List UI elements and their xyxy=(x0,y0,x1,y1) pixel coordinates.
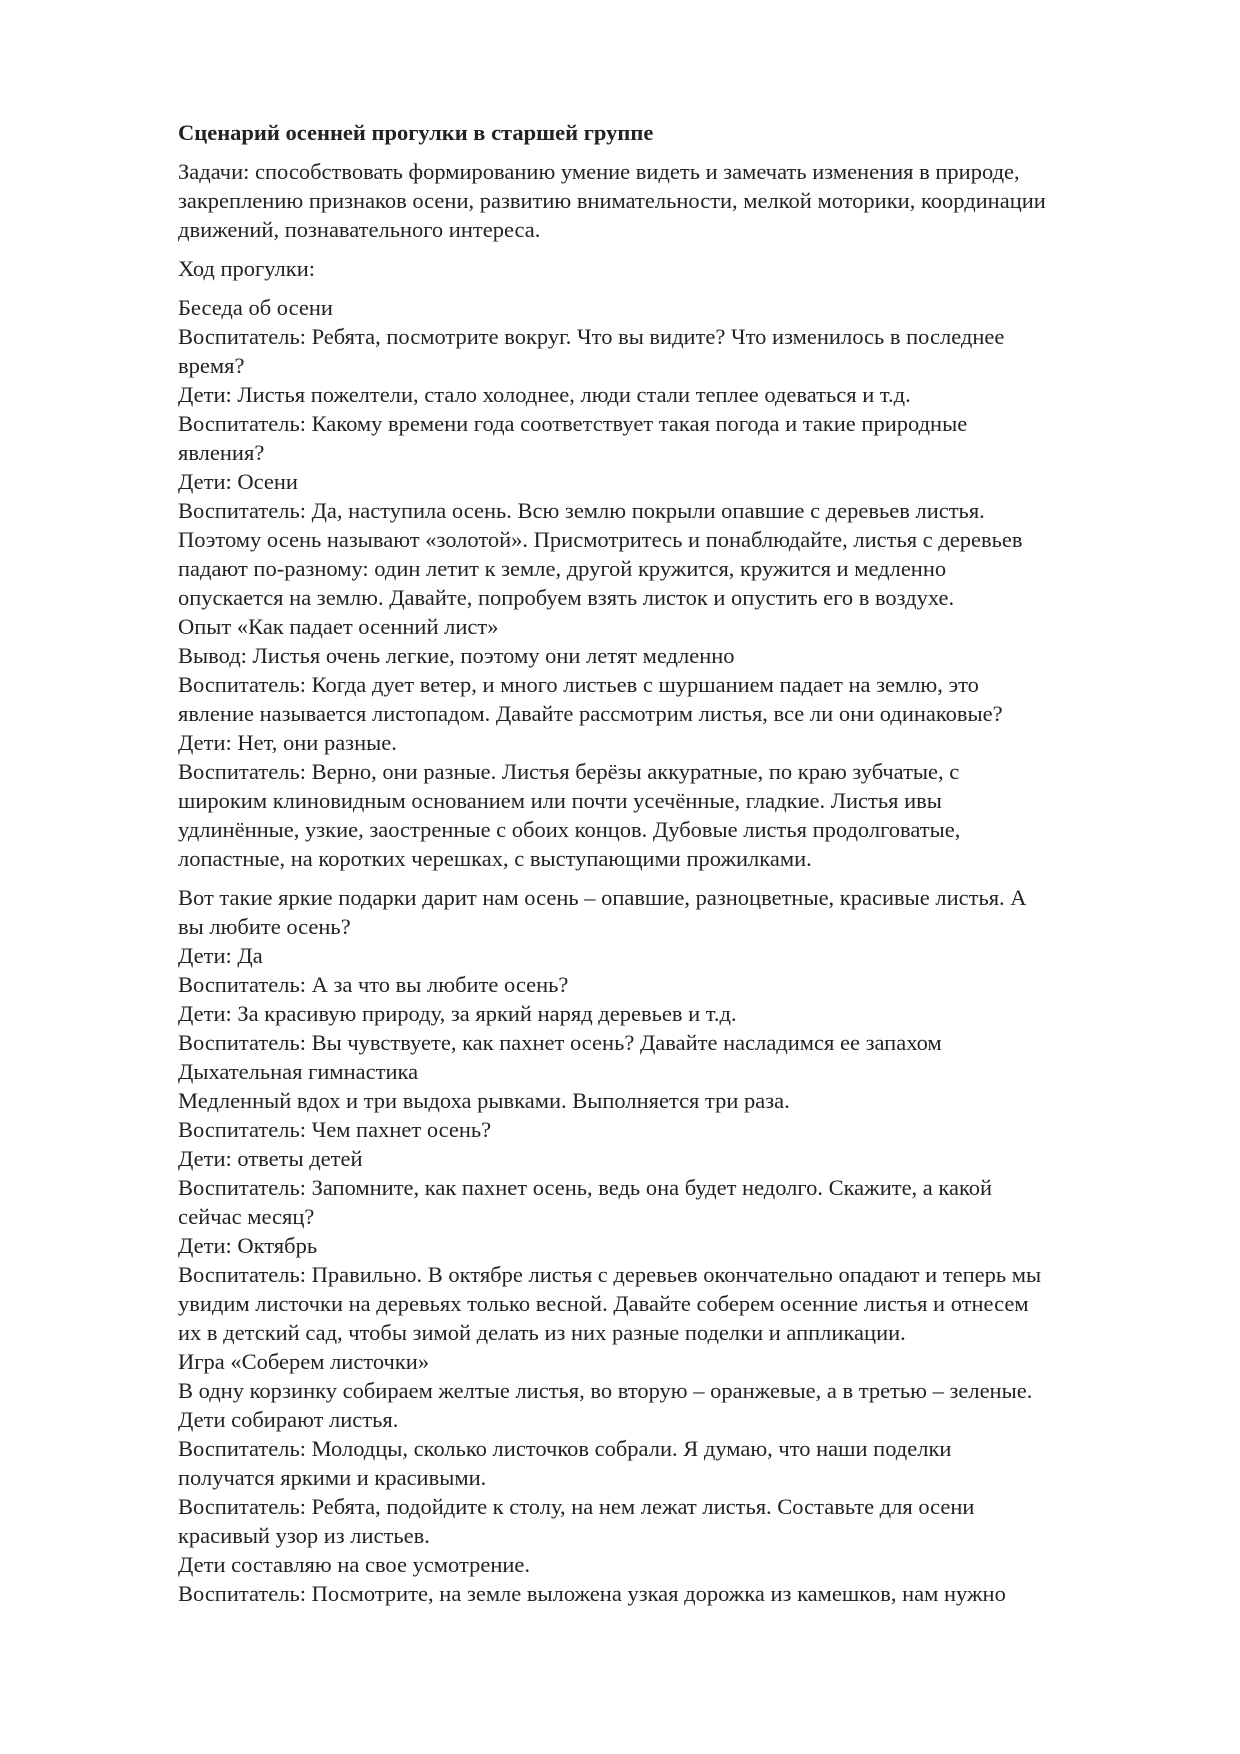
text-line: сейчас месяц? xyxy=(178,1204,315,1229)
text-line: время? xyxy=(178,353,245,378)
text-line: Воспитатель: Да, наступила осень. Всю землю покрыли опавшие с деревьев листья. xyxy=(178,498,985,523)
document-body xyxy=(178,118,1158,1618)
text-line: падают по-разному: один летит к земле, другой кружится, кружится и медленно xyxy=(178,556,947,581)
text-line: вы любите осень? xyxy=(178,914,351,939)
text-line: красивый узор из листьев. xyxy=(178,1523,430,1548)
text-line: Задачи: способствовать формированию умение видеть и замечать изменения в природе, xyxy=(178,159,1020,184)
text-line: явления? xyxy=(178,440,265,465)
text-line: Дыхательная гимнастика xyxy=(178,1059,419,1084)
text-line: Воспитатель: Вы чувствуете, как пахнет осень? Давайте насладимся ее запахом xyxy=(178,1030,942,1055)
text-line: удлинённые, узкие, заостренные с обоих концов. Дубовые листья продолговатые, xyxy=(178,817,961,842)
document-paragraphs xyxy=(178,157,1158,1608)
document-title: Сценарий осенней прогулки в старшей группе xyxy=(178,120,654,145)
text-line: Вывод: Листья очень легкие, поэтому они летят медленно xyxy=(178,643,735,668)
text-line: закреплению признаков осени, развитию внимательности, мелкой моторики, координации xyxy=(178,188,1046,213)
text-line: Воспитатель: Чем пахнет осень? xyxy=(178,1117,492,1142)
text-line: широким клиновидным основанием или почти усечённые, гладкие. Листья ивы xyxy=(178,788,942,813)
text-line: Дети: Да xyxy=(178,943,263,968)
text-line: Воспитатель: Верно, они разные. Листья берёзы аккуратные, по краю зубчатые, с xyxy=(178,759,960,784)
text-line: Дети: Октябрь xyxy=(178,1233,318,1258)
text-line: опускается на землю. Давайте, попробуем взять листок и опустить его в воздухе. xyxy=(178,585,955,610)
text-line: В одну корзинку собираем желтые листья, во вторую – оранжевые, а в третью – зеленые. xyxy=(178,1378,1033,1403)
text-line: Воспитатель: А за что вы любите осень? xyxy=(178,972,569,997)
text-line: Воспитатель: Посмотрите, на земле выложена узкая дорожка из камешков, нам нужно xyxy=(178,1581,1006,1606)
text-line: Воспитатель: Когда дует ветер, и много листьев с шуршанием падает на землю, это xyxy=(178,672,979,697)
text-line: Медленный вдох и три выдоха рывками. Выполняется три раза. xyxy=(178,1088,790,1113)
paragraph xyxy=(178,157,1158,244)
text-line: Дети: За красивую природу, за яркий наряд деревьев и т.д. xyxy=(178,1001,737,1026)
text-line: лопастные, на коротких черешках, с выступающими прожилками. xyxy=(178,846,812,871)
text-line: получатся яркими и красивыми. xyxy=(178,1465,487,1490)
text-line: Воспитатель: Правильно. В октябре листья с деревьев окончательно опадают и теперь мы xyxy=(178,1262,1042,1287)
text-line: Воспитатель: Ребята, посмотрите вокруг. Что вы видите? Что изменилось в последнее xyxy=(178,324,1005,349)
text-line: Ход прогулки: xyxy=(178,256,315,281)
text-line: Дети: Осени xyxy=(178,469,298,494)
text-line: Поэтому осень называют «золотой». Присмотритесь и понаблюдайте, листья с деревьев xyxy=(178,527,1023,552)
text-line: Дети: Нет, они разные. xyxy=(178,730,397,755)
paragraph xyxy=(178,254,1158,283)
paragraph xyxy=(178,293,1158,873)
text-line: Воспитатель: Какому времени года соответствует такая погода и такие природные xyxy=(178,411,968,436)
paragraph xyxy=(178,883,1158,1608)
text-line: Вот такие яркие подарки дарит нам осень – опавшие, разноцветные, красивые листья. А xyxy=(178,885,1027,910)
text-line: их в детский сад, чтобы зимой делать из них разные поделки и аппликации. xyxy=(178,1320,906,1345)
text-line: Воспитатель: Ребята, подойдите к столу, на нем лежат листья. Составьте для осени xyxy=(178,1494,975,1519)
text-line: Дети: Листья пожелтели, стало холоднее, люди стали теплее одеваться и т.д. xyxy=(178,382,911,407)
text-line: движений, познавательного интереса. xyxy=(178,217,541,242)
text-line: явление называется листопадом. Давайте рассмотрим листья, все ли они одинаковые? xyxy=(178,701,1003,726)
text-line: Дети: ответы детей xyxy=(178,1146,363,1171)
text-line: увидим листочки на деревьях только весной. Давайте соберем осенние листья и отнесем xyxy=(178,1291,1029,1316)
text-line: Беседа об осени xyxy=(178,295,333,320)
text-line: Опыт «Как падает осенний лист» xyxy=(178,614,499,639)
text-line: Игра «Соберем листочки» xyxy=(178,1349,430,1374)
text-line: Воспитатель: Молодцы, сколько листочков собрали. Я думаю, что наши поделки xyxy=(178,1436,952,1461)
text-line: Воспитатель: Запомните, как пахнет осень, ведь она будет недолго. Скажите, а какой xyxy=(178,1175,993,1200)
text-line: Дети составляю на свое усмотрение. xyxy=(178,1552,531,1577)
text-line: Дети собирают листья. xyxy=(178,1407,399,1432)
